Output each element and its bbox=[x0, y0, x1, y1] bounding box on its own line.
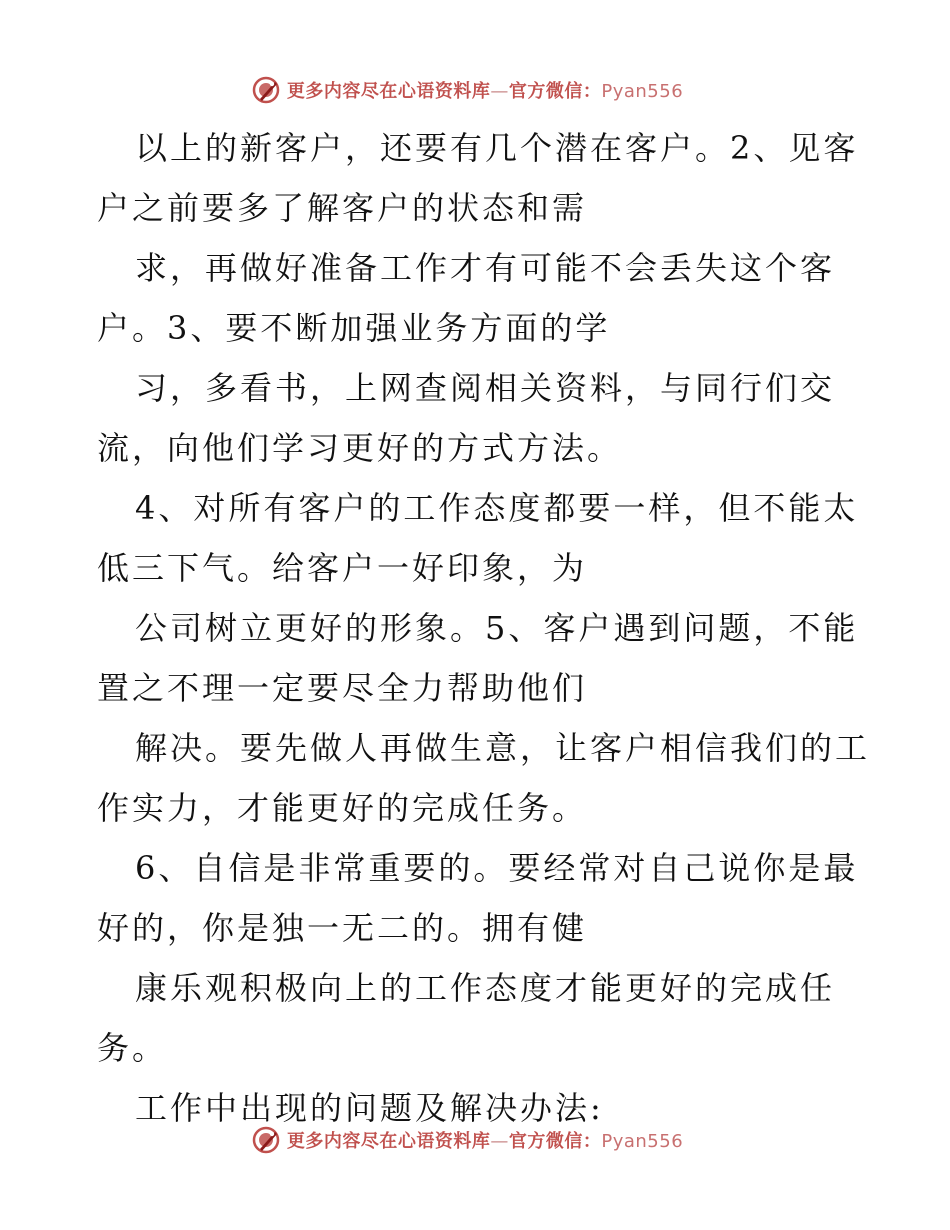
paragraph-line: 6、自信是非常重要的。要经常对自己说你是最 bbox=[135, 849, 859, 887]
paragraph-line: 户之前要多了解客户的状态和需 bbox=[97, 189, 588, 227]
paragraph-line: 求，再做好准备工作才有可能不会丢失这个客 bbox=[135, 249, 836, 287]
paragraph-line: 以上的新客户，还要有几个潜在客户。2、见客 bbox=[135, 129, 859, 167]
footer-banner-inner bbox=[251, 1125, 683, 1155]
paragraph-line: 流，向他们学习更好的方式方法。 bbox=[97, 429, 623, 467]
section-heading-line: 工作中出现的问题及解决办法: bbox=[135, 1089, 604, 1127]
paragraph-line: 4、对所有客户的工作态度都要一样，但不能太 bbox=[135, 489, 859, 527]
pen-logo-icon bbox=[251, 1125, 281, 1155]
paragraph-line: 好的，你是独一无二的。拥有健 bbox=[97, 909, 588, 947]
paragraph-line: 户。3、要不断加强业务方面的学 bbox=[97, 309, 611, 347]
footer-banner-text: 更多内容尽在心语资料库—官方微信：Pyan556 bbox=[286, 1131, 684, 1152]
paragraph-line: 解决。要先做人再做生意，让客户相信我们的工 bbox=[135, 729, 871, 767]
paragraph-line: 置之不理一定要尽全力帮助他们 bbox=[97, 669, 588, 707]
paragraph-line: 习，多看书，上网查阅相关资料，与同行们交 bbox=[135, 369, 836, 407]
header-watermark-banner bbox=[0, 70, 950, 110]
document-body bbox=[97, 118, 871, 1138]
paragraph-line: 务。 bbox=[97, 1029, 168, 1067]
paragraph-line: 低三下气。给客户一好印象，为 bbox=[97, 549, 588, 587]
paragraph-line: 作实力，才能更好的完成任务。 bbox=[97, 789, 588, 827]
paragraph-line: 康乐观积极向上的工作态度才能更好的完成任 bbox=[135, 969, 836, 1007]
paragraph-line: 公司树立更好的形象。5、客户遇到问题，不能 bbox=[135, 609, 859, 647]
footer-watermark-banner bbox=[0, 1120, 950, 1160]
pen-logo-icon bbox=[251, 75, 281, 105]
header-banner-text: 更多内容尽在心语资料库—官方微信：Pyan556 bbox=[286, 81, 684, 102]
header-banner-inner bbox=[251, 75, 683, 105]
